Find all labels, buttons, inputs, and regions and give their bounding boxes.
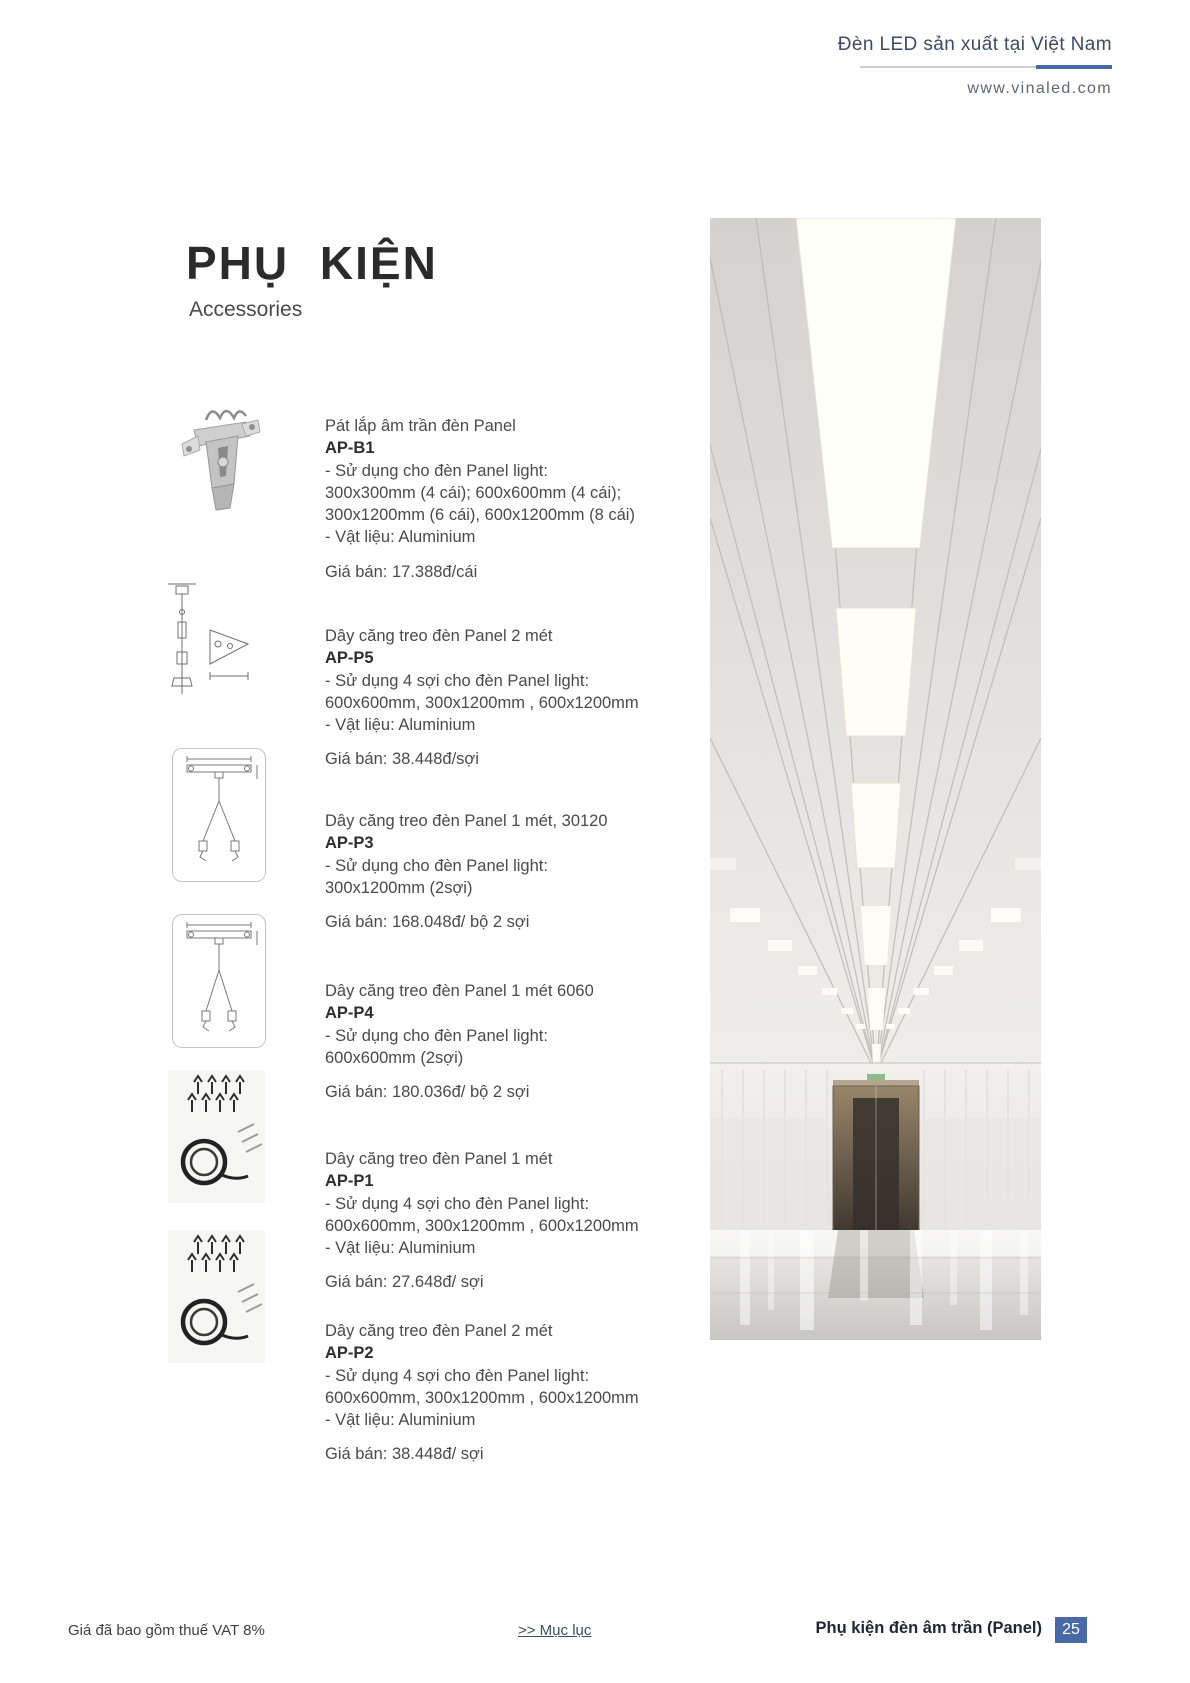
product-spec: - Vật liệu: Aluminium — [325, 528, 476, 547]
product-code: AP-B1 — [325, 439, 375, 458]
footer-toc-link[interactable]: >> Mục lục — [518, 1622, 592, 1639]
product-spec: - Sử dụng 4 sợi cho đèn Panel light: — [325, 671, 590, 690]
product-spec: - Sử dụng 4 sợi cho đèn Panel light: — [325, 1194, 590, 1213]
product-code: AP-P5 — [325, 649, 374, 668]
website-link[interactable]: www.vinaled.com — [967, 80, 1112, 97]
product-spec: - Sử dụng cho đèn Panel light: — [325, 461, 548, 480]
product-name: Pát lắp âm trần đèn Panel — [325, 417, 516, 435]
product-spec: - Sử dụng cho đèn Panel light: — [325, 856, 548, 875]
product-spec: - Vật liệu: Aluminium — [325, 1411, 476, 1430]
header-divider-accent — [1036, 65, 1112, 69]
product-image-ap-p3 — [172, 748, 266, 882]
product-spec: 600x600mm, 300x1200mm , 600x1200mm — [325, 1216, 639, 1235]
product-price: Giá bán: 168.048đ/ bộ 2 sợi — [325, 913, 530, 932]
product-name: Dây căng treo đèn Panel 2 mét — [325, 627, 553, 645]
product-name: Dây căng treo đèn Panel 1 mét 6060 — [325, 982, 594, 1000]
product-spec: - Sử dụng cho đèn Panel light: — [325, 1026, 548, 1045]
product-image-ap-p4 — [172, 914, 266, 1048]
product-name: Dây căng treo đèn Panel 2 mét — [325, 1322, 553, 1340]
product-price: Giá bán: 38.448đ/sợi — [325, 750, 479, 769]
product-code: AP-P1 — [325, 1172, 374, 1191]
product-image-ap-p5 — [160, 578, 255, 700]
product-spec: 300x1200mm (6 cái), 600x1200mm (8 cái) — [325, 506, 635, 525]
product-spec: - Vật liệu: Aluminium — [325, 1239, 476, 1258]
footer-section-title: Phụ kiện đèn âm trần (Panel) — [815, 1619, 1042, 1637]
product-price: Giá bán: 38.448đ/ sợi — [325, 1445, 484, 1464]
ceiling-panels-photo — [710, 218, 1041, 1340]
product-spec: 600x600mm, 300x1200mm , 600x1200mm — [325, 1388, 639, 1407]
product-image-ap-p2 — [168, 1230, 265, 1363]
product-block-ap-p2 — [325, 1320, 715, 1466]
product-spec: 300x1200mm (2sợi) — [325, 878, 473, 897]
page-subtitle: Accessories — [189, 298, 303, 321]
footer-vat-note: Giá đã bao gồm thuế VAT 8% — [68, 1622, 265, 1639]
product-price: Giá bán: 17.388đ/cái — [325, 562, 478, 581]
product-block-ap-p3 — [325, 810, 715, 933]
product-block-ap-b1 — [325, 415, 715, 583]
product-price: Giá bán: 180.036đ/ bộ 2 sợi — [325, 1083, 530, 1102]
product-spec: - Sử dụng 4 sợi cho đèn Panel light: — [325, 1366, 590, 1385]
product-spec: 300x300mm (4 cái); 600x600mm (4 cái); — [325, 483, 622, 502]
footer-page-number: 25 — [1055, 1617, 1087, 1643]
page-title: PHỤ KIỆN — [186, 237, 438, 289]
product-name: Dây căng treo đèn Panel 1 mét — [325, 1150, 553, 1168]
product-image-ap-b1 — [176, 392, 264, 520]
product-name: Dây căng treo đèn Panel 1 mét, 30120 — [325, 812, 608, 830]
product-code: AP-P3 — [325, 834, 374, 853]
product-price: Giá bán: 27.648đ/ sợi — [325, 1273, 484, 1292]
product-block-ap-p5 — [325, 625, 715, 771]
product-spec: - Vật liệu: Aluminium — [325, 716, 476, 735]
product-spec: 600x600mm, 300x1200mm , 600x1200mm — [325, 693, 639, 712]
header-tagline: Đèn LED sản xuất tại Việt Nam — [837, 34, 1112, 55]
product-code: AP-P4 — [325, 1004, 374, 1023]
product-code: AP-P2 — [325, 1344, 374, 1363]
product-image-ap-p1 — [168, 1070, 265, 1203]
product-spec: 600x600mm (2sợi) — [325, 1048, 464, 1067]
product-block-ap-p4 — [325, 980, 715, 1103]
product-block-ap-p1 — [325, 1148, 715, 1294]
